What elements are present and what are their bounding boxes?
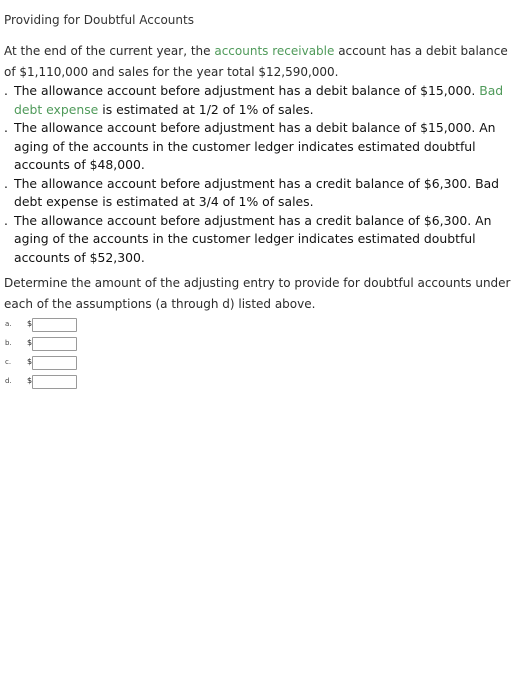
list-bullet: . [4, 120, 8, 135]
list-bullet: . [4, 83, 8, 98]
assumption-text-end: is estimated at 1/2 of 1% of sales. [98, 101, 314, 117]
answer-input-c[interactable] [32, 356, 77, 370]
problem-title: Providing for Doubtful Accounts [4, 13, 194, 27]
answer-input-a[interactable] [32, 318, 77, 332]
intro-text-end: account has a debit balance of $1,110,000 and sales for the year total $12,590,000. [4, 44, 508, 79]
bad-debt-expense-link[interactable]: Bad debt expense [14, 83, 504, 117]
answer-input-b[interactable] [32, 337, 77, 351]
answer-list [5, 317, 85, 393]
list-bullet: . [4, 212, 8, 228]
assumption-item-d [4, 212, 524, 268]
answer-row-c [5, 355, 85, 374]
answer-input-d[interactable] [32, 375, 77, 389]
answer-row-d [5, 374, 85, 393]
assumption-text [14, 82, 524, 119]
assumption-item-b [4, 119, 524, 175]
answer-letter: d. [5, 377, 12, 385]
assumption-item-a [4, 82, 524, 119]
assumption-text: The allowance account before adjustment has a credit balance of $6,300. An aging of the accounts in the customer ledger indicates estimated doubtful accounts of $52,300. [14, 212, 492, 265]
answer-row-b [5, 336, 85, 355]
answer-row-a [5, 317, 85, 336]
assumption-text: The allowance account before adjustment has a credit balance of $6,300. Bad debt expense is estimated at 3/4 of 1% of sales. [14, 175, 500, 209]
list-bullet: . [4, 175, 8, 191]
accounts-receivable-link[interactable]: accounts receivable [214, 44, 335, 58]
dollar-sign: $ [27, 376, 33, 385]
intro-text-start: At the end of the current year, the [4, 44, 215, 58]
dollar-sign: $ [27, 338, 33, 347]
assumption-text-start: The allowance account before adjustment has a debit balance of $15,000. [14, 83, 480, 98]
assumption-list [4, 82, 524, 267]
dollar-sign: $ [27, 319, 33, 328]
answer-letter: a. [5, 320, 12, 328]
dollar-sign: $ [27, 357, 33, 366]
answer-letter: b. [5, 339, 12, 347]
answer-letter: c. [5, 358, 12, 366]
instruction-text: Determine the amount of the adjusting entry to provide for doubtful accounts under each of the assumptions (a through d) listed above. [4, 276, 511, 311]
assumption-text: The allowance account before adjustment has a debit balance of $15,000. An aging of the accounts in the customer ledger indicates estimated doubtful accounts of $48,000. [14, 120, 496, 172]
problem-intro [4, 41, 519, 83]
assumption-item-c [4, 175, 524, 212]
